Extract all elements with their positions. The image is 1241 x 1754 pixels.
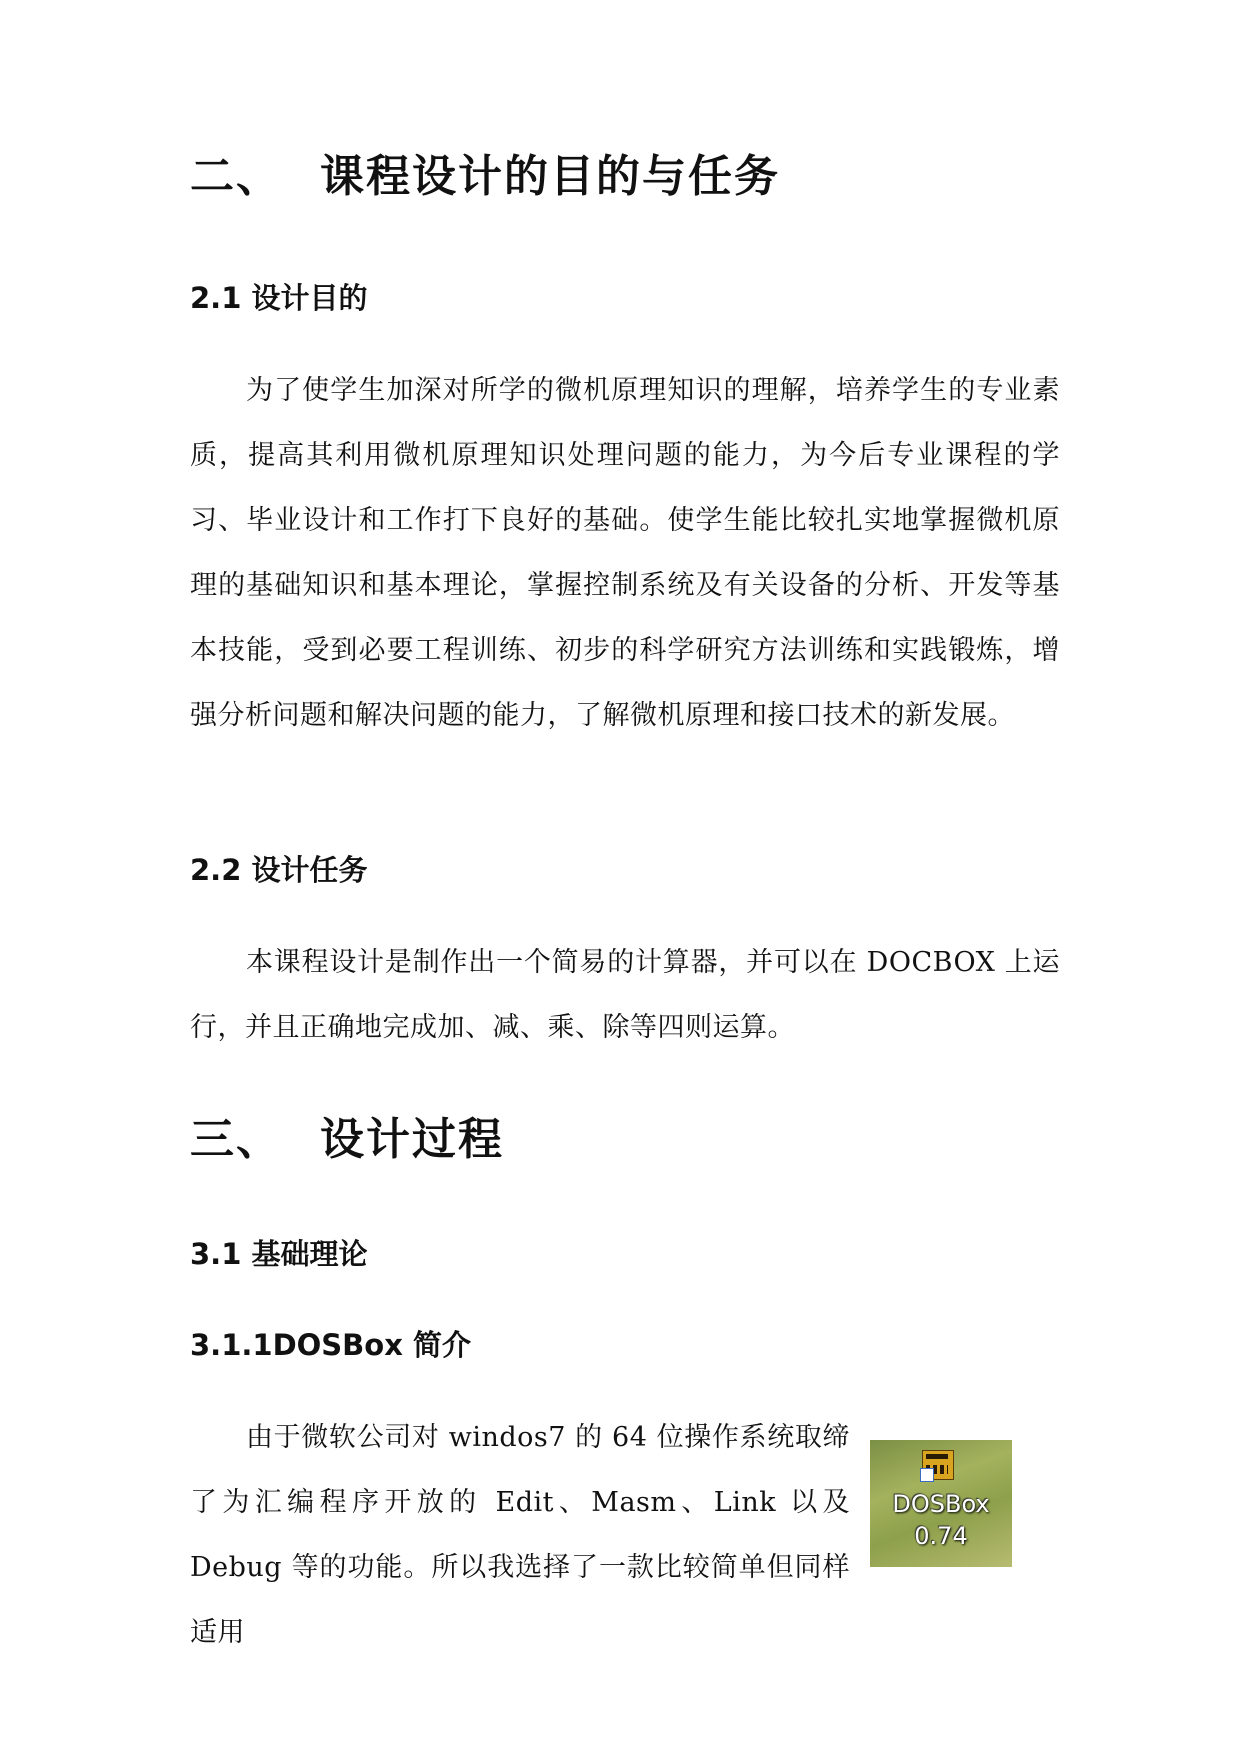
section-title: 课程设计的目的与任务 (320, 151, 780, 202)
paragraph-dosbox-intro: 由于微软公司对 windos7 的 64 位操作系统取缔了为汇编程序开放的 Edit、Masm、Link 以及 Debug 等的功能。所以我选择了一款比较简单但同样适用 (190, 1422, 850, 1648)
subsection-heading-3-1: 3.1 基础理论 (190, 1237, 368, 1271)
dosbox-icon-version: 0.74 (914, 1522, 968, 1550)
section-number: 三、 (190, 1114, 282, 1165)
section-title: 设计过程 (320, 1114, 504, 1165)
subsection-heading-2-2: 2.2 设计任务 (190, 853, 368, 887)
section-heading-2 (190, 140, 780, 204)
dosbox-shortcut-icon (870, 1440, 1012, 1567)
paragraph-design-purpose: 为了使学生加深对所学的微机原理知识的理解，培养学生的专业素质，提高其利用微机原理知识处理问题的能力，为今后专业课程的学习、毕业设计和工作打下良好的基础。使学生能比较扎实地掌握微机原理的基础知识和基本理论，掌握控制系统及有关设备的分析、开发等基本技能，受到必要工程训练、初步的科学研究方法训练和实践锻炼，增强分析问题和解决问题的能力，了解微机原理和接口技术的新发展。 (190, 375, 1060, 731)
paragraph-design-task: 本课程设计是制作出一个简易的计算器，并可以在 DOCBOX 上运行，并且正确地完成加、减、乘、除等四则运算。 (190, 947, 1060, 1043)
section-number: 二、 (190, 151, 282, 202)
subsection-heading-2-1: 2.1 设计目的 (190, 281, 368, 315)
shortcut-arrow-icon (920, 1468, 934, 1482)
section-heading-3 (190, 1103, 504, 1167)
dosbox-icon-label: DOSBox (892, 1490, 990, 1518)
subsection-heading-3-1-1: 3.1.1DOSBox 简介 (190, 1328, 472, 1362)
